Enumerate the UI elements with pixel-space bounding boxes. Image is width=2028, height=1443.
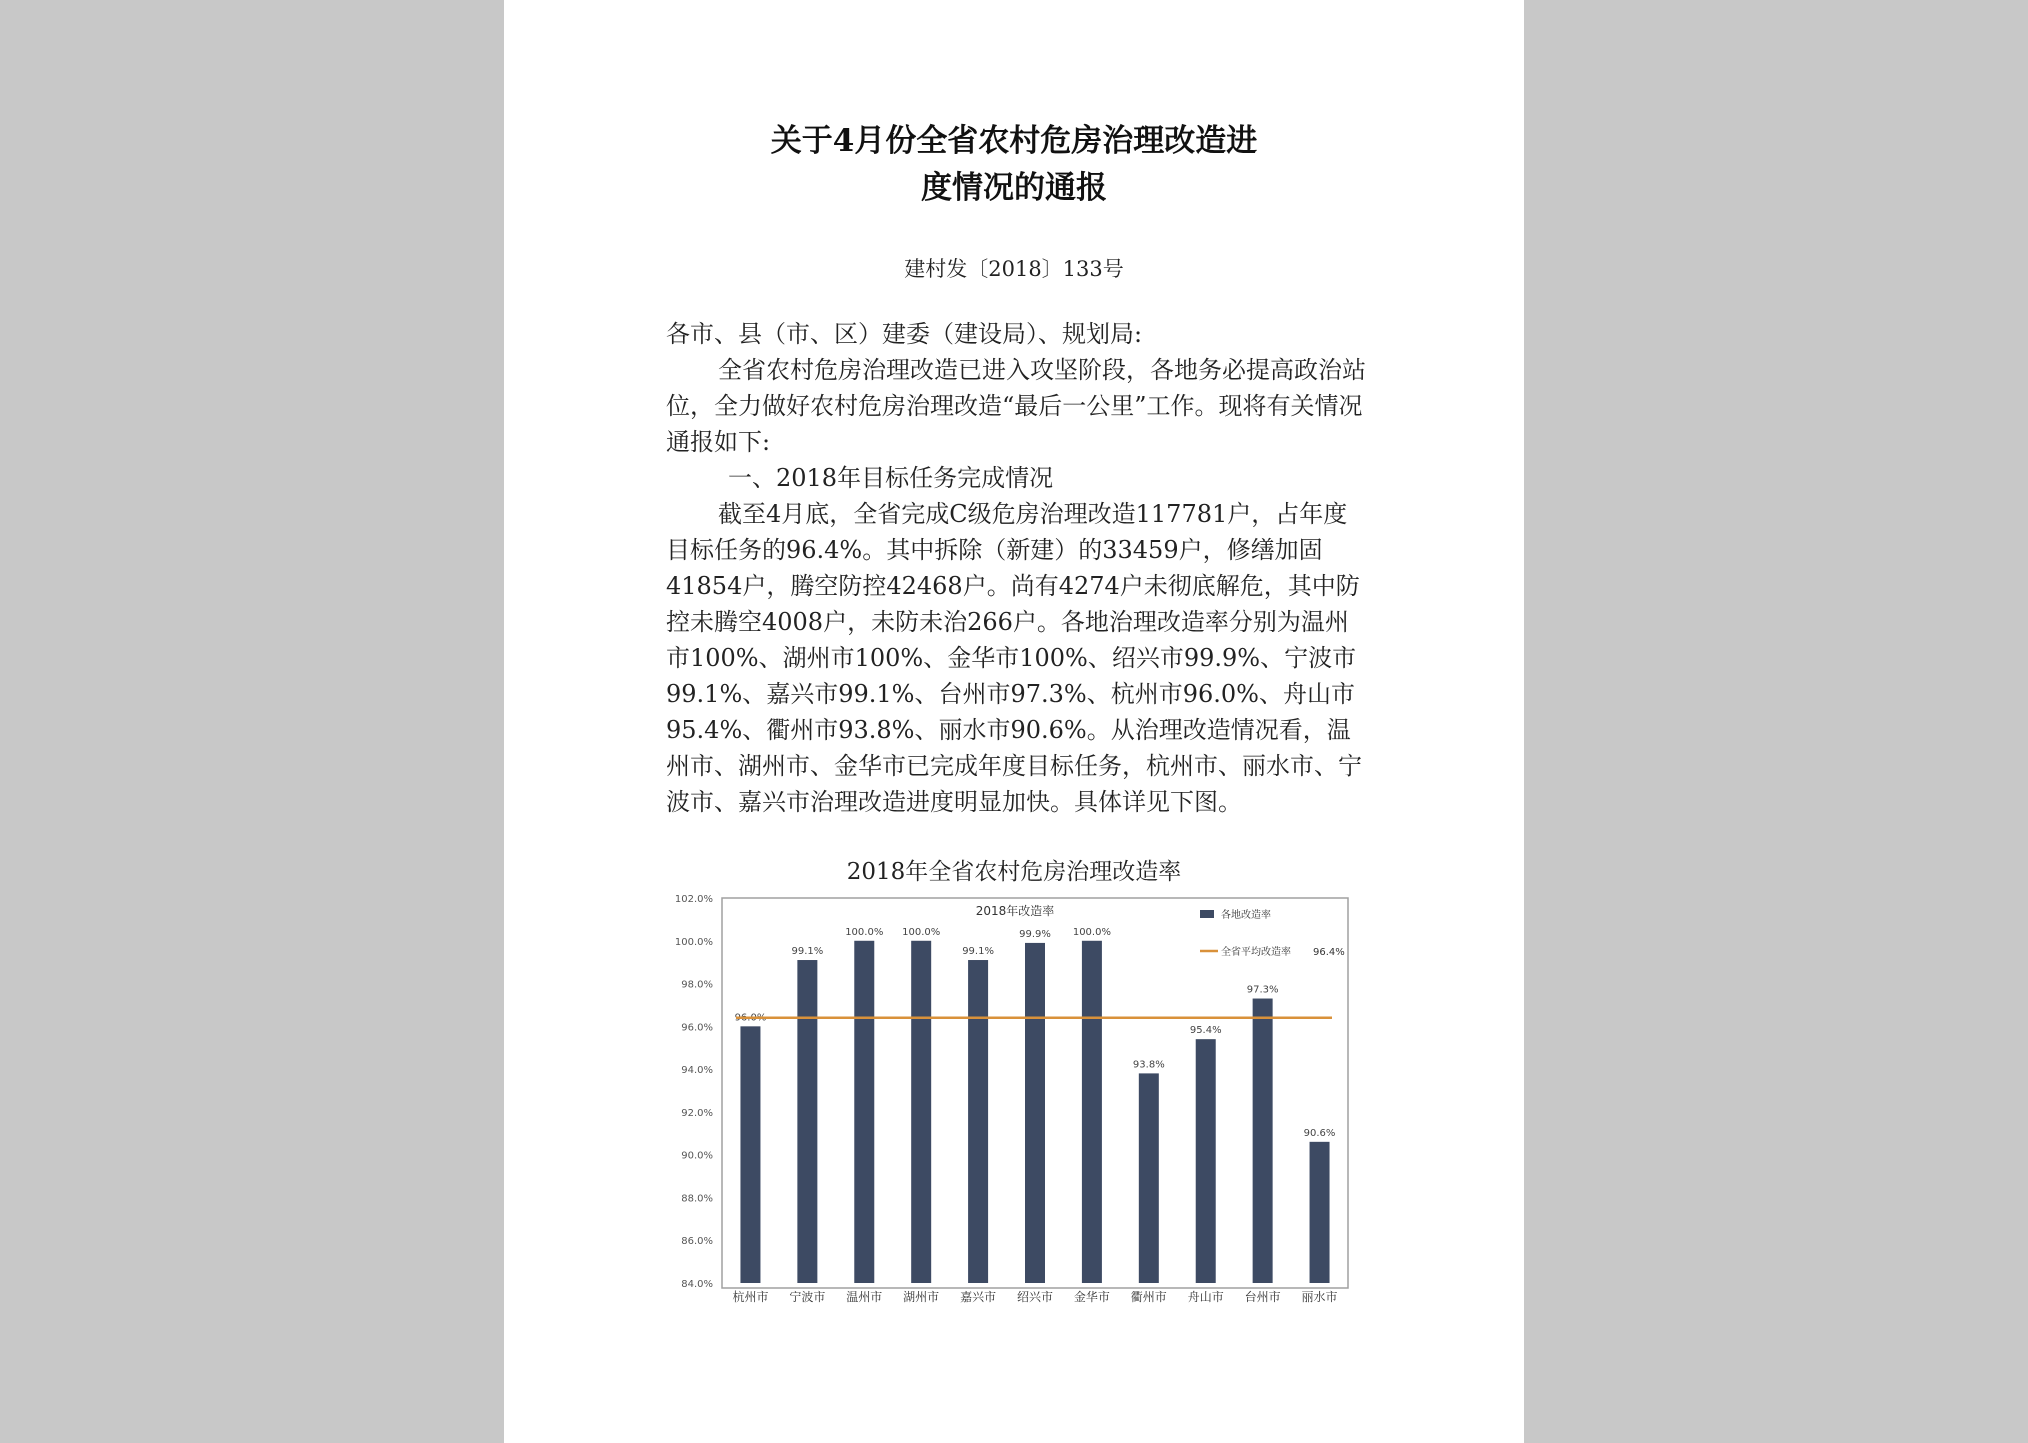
bar: [1253, 999, 1273, 1283]
y-tick-label: 90.0%: [681, 1150, 713, 1162]
x-tick-label: 宁波市: [789, 1290, 826, 1304]
bar-data-label: 90.6%: [1303, 1127, 1336, 1139]
x-tick-label: 衢州市: [1130, 1290, 1167, 1304]
chart-svg: [665, 893, 1355, 1318]
paragraph-progress: 截至4月底，全省完成C级危房治理改造117781户，占年度目标任务的96.4%。其中拆除（新建）的33459户，修缮加固41854户，腾空防控42468户。尚有4274户未彻底解危，其中防控未腾空4008户，未防未治266户。各地治理改造率分别为温州市100%、湖州市100%、金华市100%、绍兴市99.9%、宁波市99.1%、嘉兴市99.1%、台州市97.3%、杭州市96.0%、舟山市95.4%、衢州市93.8%、丽水市90.6%。从治理改造情况看，温州市、湖州市、金华市已完成年度目标任务，杭州市、丽水市、宁波市、嘉兴市治理改造进度明显加快。具体详见下图。: [666, 500, 1362, 816]
bar-data-label: 100.0%: [902, 926, 941, 938]
bar: [1082, 941, 1102, 1283]
document-body: [666, 316, 1366, 820]
x-tick-label: 绍兴市: [1016, 1290, 1054, 1304]
y-tick-label: 92.0%: [681, 1107, 713, 1119]
legend-line-label: 全省平均改造率: [1221, 947, 1291, 958]
document-number: 建村发〔2018〕133号: [904, 257, 1124, 281]
bar-data-label: 97.3%: [1246, 984, 1279, 996]
bar-data-label: 95.4%: [1189, 1025, 1222, 1037]
bar: [740, 1026, 760, 1283]
bar-chart: [665, 893, 1355, 1322]
bar-data-label: 93.8%: [1132, 1059, 1165, 1071]
x-tick-label: 杭州市: [732, 1290, 769, 1304]
bar: [1025, 943, 1045, 1283]
y-tick-label: 84.0%: [681, 1279, 713, 1290]
bar: [911, 941, 931, 1283]
title-line-2: 度情况的通报: [921, 170, 1107, 206]
legend-line-value: 96.4%: [1313, 947, 1345, 958]
legend-bar-swatch: [1200, 910, 1214, 918]
y-tick-label: 88.0%: [681, 1193, 713, 1205]
y-tick-label: 94.0%: [681, 1065, 713, 1077]
legend-bar-label: 各地改造率: [1221, 910, 1271, 921]
x-tick-label: 台州市: [1244, 1290, 1281, 1304]
bar: [1310, 1142, 1330, 1283]
x-tick-label: 舟山市: [1187, 1290, 1224, 1304]
bar-data-label: 96.0%: [734, 1012, 767, 1024]
bar-data-label: 100.0%: [845, 926, 884, 938]
bar: [854, 941, 874, 1283]
bar-data-label: 99.9%: [1019, 928, 1051, 940]
chart-caption: 2018年全省农村危房治理改造率: [846, 859, 1182, 885]
y-tick-label: 96.0%: [681, 1022, 713, 1034]
document-page: [504, 0, 1524, 1443]
y-tick-label: 98.0%: [681, 979, 713, 991]
x-tick-label: 丽水市: [1301, 1290, 1338, 1304]
x-tick-label: 湖州市: [903, 1290, 940, 1304]
bar-data-label: 99.1%: [791, 946, 824, 958]
bar-data-label: 100.0%: [1072, 926, 1111, 938]
y-tick-label: 102.0%: [674, 894, 713, 905]
addressee: 各市、县（市、区）建委（建设局）、规划局:: [666, 320, 1143, 348]
x-tick-label: 嘉兴市: [960, 1290, 997, 1304]
bar: [968, 960, 988, 1283]
document-title: [504, 118, 1524, 212]
paragraph-intro: 全省农村危房治理改造已进入攻坚阶段，各地务必提高政治站位，全力做好农村危房治理改造“最后一公里”工作。现将有关情况通报如下:: [666, 356, 1366, 456]
y-tick-label: 86.0%: [681, 1236, 713, 1248]
y-tick-label: 100.0%: [674, 936, 713, 948]
x-tick-label: 温州市: [846, 1290, 883, 1304]
x-tick-label: 金华市: [1073, 1290, 1110, 1304]
title-line-1: 关于4月份全省农村危房治理改造进: [770, 123, 1258, 159]
chart-inner-title: 2018年改造率: [975, 904, 1055, 918]
bar: [1139, 1073, 1159, 1283]
bar: [797, 960, 817, 1283]
bar: [1196, 1039, 1216, 1283]
bar-data-label: 99.1%: [962, 946, 994, 958]
section-heading: 一、2018年目标任务完成情况: [728, 464, 1054, 492]
